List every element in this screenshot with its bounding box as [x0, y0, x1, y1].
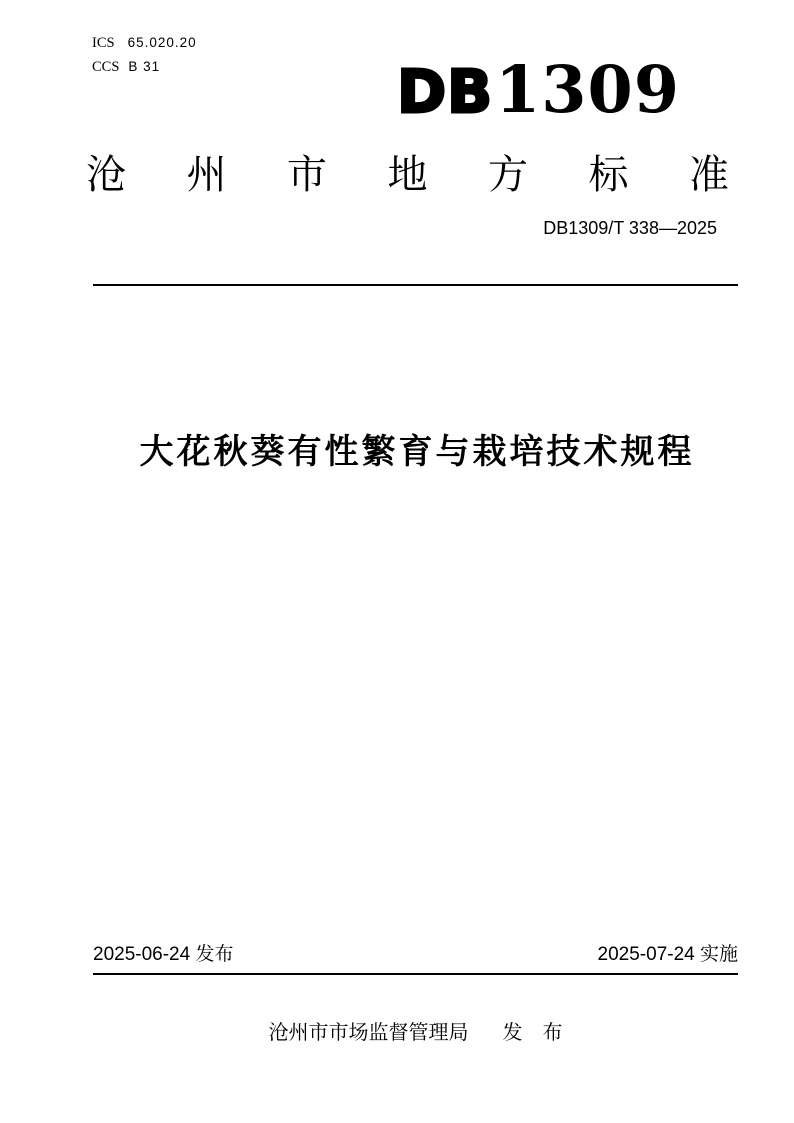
- publisher-name: 沧州市市场监督管理局: [268, 1022, 469, 1044]
- ccs-label: CCS: [92, 59, 120, 75]
- db-standard-logo: [397, 52, 680, 128]
- standard-name-char: 市: [287, 153, 327, 197]
- header-rule: [93, 284, 738, 286]
- ccs-value: B 31: [128, 59, 161, 74]
- dates-row: [93, 942, 738, 968]
- ccs-code: [92, 55, 197, 79]
- standard-name-char: 标: [588, 153, 629, 197]
- standard-name-char: 地: [387, 153, 428, 197]
- footer-rule: [93, 973, 738, 975]
- standard-name-char: 沧: [86, 153, 126, 197]
- publisher-row: [93, 1019, 738, 1047]
- issue-date: 2025-06-24 发布: [93, 944, 234, 965]
- standard-name-char: 方: [488, 153, 528, 197]
- ics-value: 65.020.20: [127, 35, 197, 50]
- standard-name-char: 州: [186, 153, 227, 197]
- document-title: 大花秋葵有性繁育与栽培技术规程: [139, 433, 695, 471]
- document-number: DB1309/T 338—2025: [543, 218, 717, 238]
- ics-code: [92, 31, 197, 55]
- standard-name-char: 准: [689, 153, 729, 197]
- logo-db-letters: DB: [397, 57, 494, 126]
- implementation-date: 2025-07-24 实施: [597, 944, 738, 965]
- publish-action-label: 发 布: [502, 1022, 563, 1044]
- logo-region-number: 1309: [495, 52, 680, 128]
- classification-codes: [92, 31, 197, 79]
- ics-label: ICS: [92, 35, 115, 51]
- standard-category-name: [86, 150, 729, 200]
